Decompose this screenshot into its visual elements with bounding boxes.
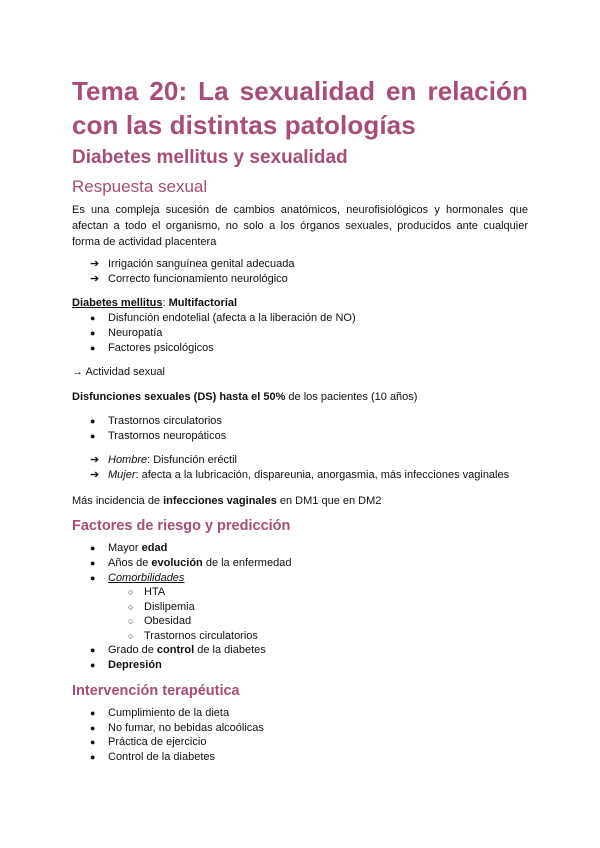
intervencion-item-1: Cumplimiento de la dieta: [108, 707, 230, 719]
respuesta-heading: Respuesta sexual: [72, 177, 208, 196]
actividad-sexual: → Actividad sexual: [72, 366, 165, 378]
respuesta-arrow-item-2: Correcto funcionamiento neurológico: [108, 273, 288, 285]
page-title: [72, 74, 528, 142]
arrow-icon: ➔: [90, 454, 100, 466]
arrow-icon: ➔: [90, 469, 100, 481]
infec-text-a: Más incidencia de: [72, 495, 164, 507]
circle-bullet-icon: ○: [128, 631, 134, 641]
dm-bullet-2: Neuropatía: [108, 327, 163, 339]
bullet-icon: ●: [90, 328, 96, 338]
bullet-icon: ●: [90, 431, 96, 441]
bullet-icon: ●: [90, 343, 96, 353]
hombre-line: [108, 453, 237, 467]
bullet-icon: ●: [90, 543, 96, 553]
ds-bullet-1: Trastornos circulatorios: [108, 415, 222, 427]
factor-depresion: Depresión: [108, 659, 162, 671]
respuesta-paragraph: Es una compleja sucesión de cambios anatómicos, neurofisiológicos y hormonales que afectan a todo el organismo, no solo a los órganos sexuales, producidos ante cualquier forma de actividad placentera: [72, 204, 528, 248]
hombre-text: : Disfunción eréctil: [147, 454, 237, 466]
title-line-2: con las distintas patologías: [72, 110, 416, 140]
dm-bullet-3: Factores psicológicos: [108, 342, 214, 354]
factor-edad-text: Mayor: [108, 542, 142, 554]
section-heading: Diabetes mellitus y sexualidad: [72, 147, 348, 168]
circle-bullet-icon: ○: [128, 587, 134, 597]
factor-control-bold: control: [156, 644, 195, 656]
factor-control-a: Grado de: [108, 644, 157, 656]
factor-evolucion: [108, 556, 291, 570]
ds-line: [72, 390, 417, 404]
bullet-icon: ●: [90, 660, 96, 670]
bullet-icon: ●: [90, 558, 96, 568]
factor-evol-bold: evolución: [151, 557, 203, 569]
circle-bullet-icon: ○: [128, 616, 134, 626]
intervencion-item-2: No fumar, no bebidas alcoólicas: [108, 722, 264, 734]
comorbilidad-item-4: Trastornos circulatorios: [144, 630, 258, 642]
mujer-label: Mujer: [108, 469, 136, 481]
factor-edad-bold: edad: [141, 542, 168, 554]
dm-bullet-1: Disfunción endotelial (afecta a la liberación de NO): [108, 312, 356, 324]
factor-evol-c: de la enfermedad: [202, 557, 292, 569]
hombre-label: Hombre: [108, 454, 148, 466]
bullet-icon: ●: [90, 573, 96, 583]
factores-heading: Factores de riesgo y predicción: [72, 518, 291, 534]
bullet-icon: ●: [90, 313, 96, 323]
ds-rest: de los pacientes (10 años): [285, 391, 418, 403]
factor-control-c: de la diabetes: [194, 644, 266, 656]
title-line-1: Tema 20: La sexualidad en relación: [72, 76, 528, 106]
intervencion-item-3: Práctica de ejercicio: [108, 736, 207, 748]
dm-label-sep: :: [162, 297, 169, 309]
ds-bold: Disfunciones sexuales (DS) hasta el 50%: [72, 391, 286, 403]
arrow-icon: ➔: [90, 258, 100, 270]
comorbilidad-item-3: Obesidad: [144, 615, 192, 627]
intervencion-heading: Intervención terapéutica: [72, 683, 240, 699]
dm-label-name: Diabetes mellitus: [72, 297, 163, 309]
infec-text-c: en DM1 que en DM2: [276, 495, 382, 507]
dm-label: [72, 296, 237, 310]
bullet-icon: ●: [90, 723, 96, 733]
mujer-text: : afecta a la lubricación, dispareunia, anorgasmia, más infecciones vaginales: [135, 469, 510, 481]
circle-bullet-icon: ○: [128, 602, 134, 612]
comorbilidad-item-2: Dislipemia: [144, 601, 195, 613]
infec-bold: infecciones vaginales: [163, 495, 277, 507]
bullet-icon: ●: [90, 645, 96, 655]
factor-evol-a: Años de: [108, 557, 152, 569]
factor-edad: [108, 541, 167, 555]
factor-control: [108, 643, 266, 657]
factor-comorbilidades: Comorbilidades: [108, 572, 185, 584]
mujer-line: [108, 468, 509, 482]
bullet-icon: ●: [90, 708, 96, 718]
dm-label-value: Multifactorial: [168, 297, 238, 309]
respuesta-arrow-item-1: Irrigación sanguínea genital adecuada: [108, 258, 295, 270]
bullet-icon: ●: [90, 752, 96, 762]
intervencion-item-4: Control de la diabetes: [108, 751, 216, 763]
comorbilidad-item-1: HTA: [144, 586, 166, 598]
arrow-icon: ➔: [90, 273, 100, 285]
bullet-icon: ●: [90, 416, 96, 426]
infecciones-line: [72, 494, 381, 508]
ds-bullet-2: Trastornos neuropáticos: [108, 430, 227, 442]
bullet-icon: ●: [90, 737, 96, 747]
